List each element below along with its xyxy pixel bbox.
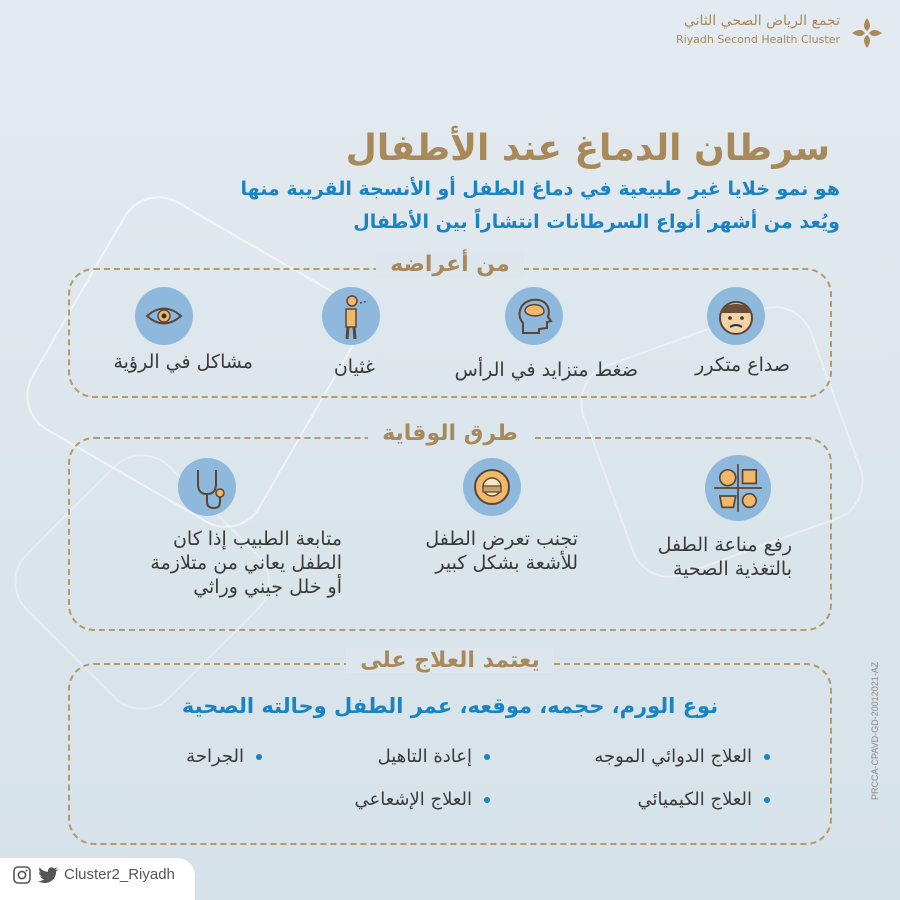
treatment-item [638,789,770,810]
treatment-item-label: العلاج الإشعاعي [354,789,472,810]
prevention-heading-text: طرق الوقاية [368,421,532,446]
prevention-line: أو خلل جيني وراثي [193,576,342,598]
symptom-label: ضغط متزايد في الرأس [454,359,638,381]
symptom-label: غثيان [333,356,375,378]
prevention-line: رفع مناعة الطفل [657,534,792,556]
prevention-line: الطفل يعاني من متلازمة [150,552,342,574]
symptom-label: صداع متكرر [695,354,790,376]
mri-scanner-icon [463,458,521,516]
treatment-item [378,746,490,767]
bullet-icon [484,797,490,803]
treatment-heading [0,648,900,673]
social-handle[interactable]: Cluster2_Riyadh [64,866,175,883]
treatment-item-label: إعادة التاهيل [377,746,472,767]
stethoscope-icon [178,458,236,516]
bullet-icon [256,754,262,760]
symptoms-heading [0,252,900,277]
brain-head-icon [505,287,563,345]
page-title: سرطان الدماغ عند الأطفال [345,128,830,169]
intro-line-1: هو نمو خلايا غير طبيعية في دماغ الطفل أو الأنسجة القريبة منها [240,178,840,200]
treatment-heading-text: يعتمد العلاج على [346,648,553,673]
symptoms-heading-text: من أعراضه [376,252,523,277]
treatment-item-label: العلاج الدوائي الموجه [594,746,752,767]
prevention-heading [0,421,900,446]
twitter-icon[interactable] [38,865,60,885]
document-code: PRCCA-CPAVD-GD-20012021-AZ [870,661,880,800]
nausea-person-icon [322,287,380,345]
treatment-item [594,746,770,767]
treatment-subheading: نوع الورم، حجمه، موقعه، عمر الطفل وحالته الصحية [181,694,719,718]
bullet-icon [764,754,770,760]
bullet-icon [484,754,490,760]
symptom-label: مشاكل في الرؤية [113,351,253,373]
logo-arabic-name: تجمع الرياض الصحي الثاني [683,13,840,29]
instagram-icon[interactable] [12,865,32,885]
intro-line-2: ويُعد من أشهر أنواع السرطانات انتشاراً بين الأطفال [353,211,840,233]
eye-icon [135,287,193,345]
logo-mark [850,16,884,50]
healthy-food-icon [705,455,771,521]
treatment-item [186,746,262,767]
bullet-icon [764,797,770,803]
cluster-logo-icon [850,16,884,50]
treatment-item-label: العلاج الكيميائي [637,789,752,810]
treatment-item-label: الجراحة [186,746,244,767]
prevention-line: تجنب تعرض الطفل [425,528,578,550]
treatment-item [354,789,490,810]
sick-face-icon [707,287,765,345]
prevention-line: بالتغذية الصحية [673,558,792,580]
logo-english-name: Riyadh Second Health Cluster [675,33,840,46]
prevention-line: للأشعة بشكل كبير [435,552,578,574]
prevention-line: متابعة الطبيب إذا كان [172,528,342,550]
